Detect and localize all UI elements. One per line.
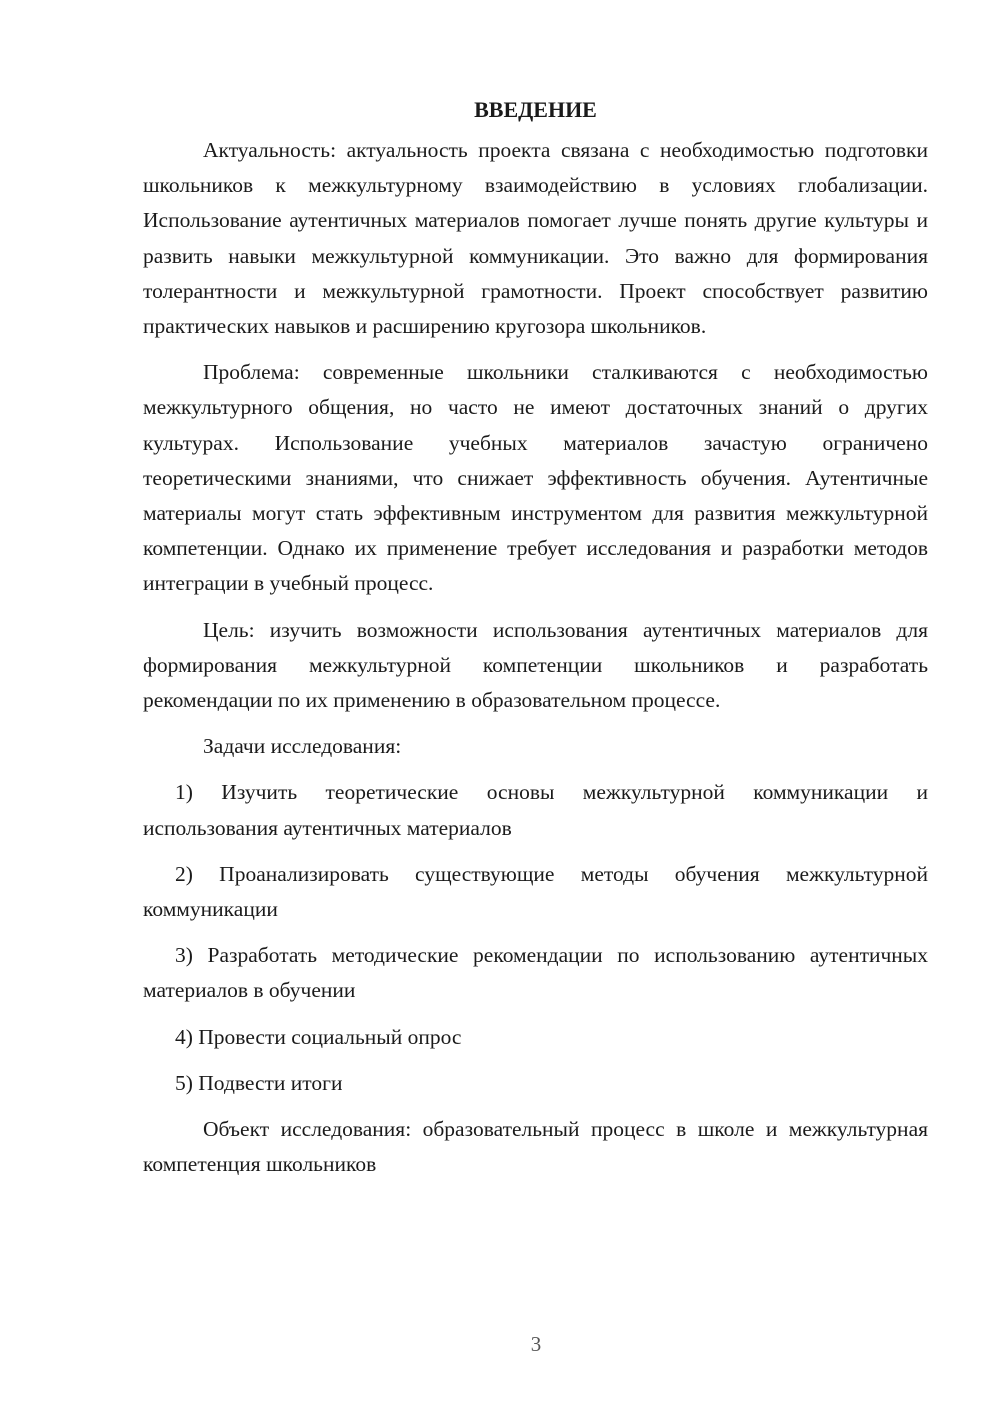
task-item-5: 5) Подвести итоги [175, 1070, 343, 1095]
task-item-1: 1) Изучить теоретические основы межкультурной коммуникации и использования аутентичных материалов [143, 780, 928, 840]
relevance-paragraph: Актуальность: актуальность проекта связана с необходимостью подготовки школьников к межкультурному взаимодействию в условиях глобализации. Использование аутентичных материалов помогает лучше понять другие культуры и развить навыки межкультурной коммуникации. Это важно для формирования толерантности и межкультурной грамотности. Проект способствует развитию практических навыков и расширению кругозора школьников. [143, 138, 928, 339]
object-paragraph: Объект исследования: образовательный процесс в школе и межкультурная компетенция школьников [143, 1117, 928, 1177]
task-item-4: 4) Провести социальный опрос [175, 1024, 462, 1049]
tasks-title: Задачи исследования: [203, 734, 402, 759]
section-heading: ВВЕДЕНИЕ [474, 97, 597, 122]
problem-paragraph: Проблема: современные школьники сталкиваются с необходимостью межкультурного общения, но часто не имеют достаточных знаний о других культурах. Использование учебных материалов зачастую ограничено теоретическими знаниями, что снижает эффективность обучения. Аутентичные материалы могут стать эффективным инструментом для развития межкультурной компетенции. Однако их применение требует исследования и разработки методов интеграции в учебный процесс. [143, 360, 928, 596]
page-number: 3 [530, 1332, 542, 1356]
task-item-3: 3) Разработать методические рекомендации по использованию аутентичных материалов в обучении [143, 943, 928, 1003]
document-page [143, 92, 928, 1193]
goal-paragraph: Цель: изучить возможности использования аутентичных материалов для формирования межкультурной компетенции школьников и разработать рекомендации по их применению в образовательном процессе. [143, 617, 928, 713]
task-item-2: 2) Проанализировать существующие методы обучения межкультурной коммуникации [143, 861, 928, 922]
tasks-list [143, 775, 928, 1101]
